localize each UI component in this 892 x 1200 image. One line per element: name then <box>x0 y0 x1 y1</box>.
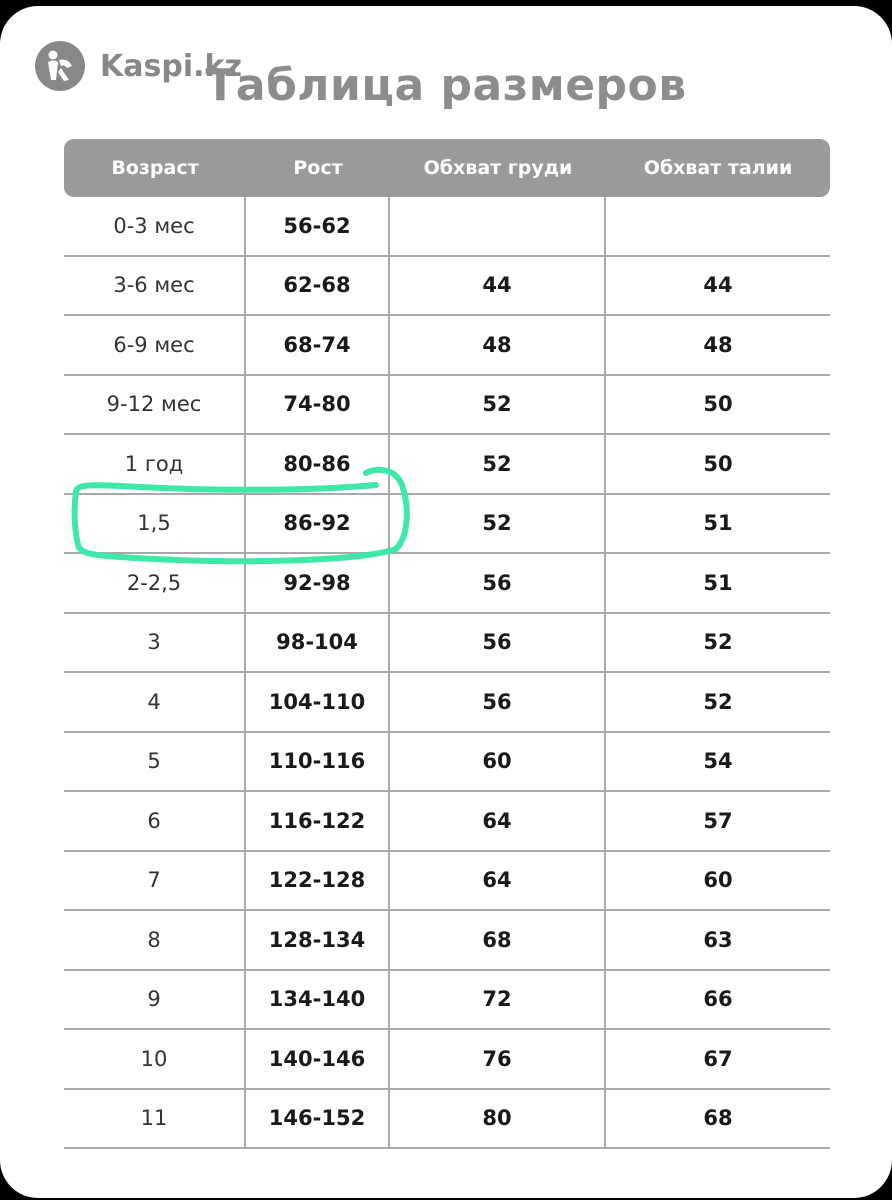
table-row <box>64 257 830 317</box>
cell-height: 140-146 <box>246 1030 390 1088</box>
cell-height: 134-140 <box>246 971 390 1029</box>
cell-chest: 68 <box>390 911 606 969</box>
watermark-text: Kaspi.kz <box>100 48 242 84</box>
cell-waist: 51 <box>703 570 733 595</box>
table-row <box>64 554 830 614</box>
cell-waist: 50 <box>703 451 733 476</box>
cell-age: 0-3 мес <box>64 197 246 255</box>
table-row <box>64 376 830 436</box>
cell-height: 104-110 <box>246 673 390 731</box>
table-row <box>64 673 830 733</box>
cell-chest: 52 <box>390 495 606 553</box>
cell-age: 9 <box>64 971 246 1029</box>
cell-waist: 48 <box>703 332 733 357</box>
table-header <box>64 139 830 197</box>
table-row <box>64 435 830 495</box>
cell-age: 5 <box>64 733 246 791</box>
cell-age: 6 <box>64 792 246 850</box>
cell-waist: 60 <box>703 868 733 893</box>
cell-height: 146-152 <box>246 1090 390 1148</box>
table-row <box>64 495 830 555</box>
cell-chest <box>390 197 606 255</box>
cell-age: 1,5 <box>64 495 246 553</box>
cell-height: 56-62 <box>246 197 390 255</box>
table-body <box>64 197 830 1149</box>
table-row <box>64 197 830 257</box>
cell-height: 68-74 <box>246 316 390 374</box>
cell-waist: 66 <box>703 987 733 1012</box>
cell-waist: 52 <box>703 630 733 655</box>
cell-waist: 68 <box>703 1106 733 1131</box>
header-waist: Обхват талии <box>643 157 793 179</box>
cell-age: 3-6 мес <box>64 257 246 315</box>
cell-height: 128-134 <box>246 911 390 969</box>
cell-waist: 52 <box>703 689 733 714</box>
cell-chest: 52 <box>390 376 606 434</box>
cell-waist <box>606 197 830 255</box>
cell-age: 7 <box>64 852 246 910</box>
cell-age: 11 <box>64 1090 246 1148</box>
cell-chest: 60 <box>390 733 606 791</box>
cell-height: 116-122 <box>246 792 390 850</box>
cell-chest: 44 <box>390 257 606 315</box>
cell-chest: 56 <box>390 673 606 731</box>
cell-age: 3 <box>64 614 246 672</box>
table-row <box>64 316 830 376</box>
table-row <box>64 971 830 1031</box>
table-row <box>64 1030 830 1090</box>
cell-age: 6-9 мес <box>64 316 246 374</box>
size-table <box>64 139 830 1149</box>
cell-age: 1 год <box>64 435 246 493</box>
header-chest: Обхват груди <box>423 157 573 179</box>
table-row <box>64 733 830 793</box>
cell-height: 122-128 <box>246 852 390 910</box>
cell-chest: 56 <box>390 554 606 612</box>
cell-age: 9-12 мес <box>64 376 246 434</box>
cell-waist: 44 <box>703 273 733 298</box>
cell-waist: 54 <box>703 749 733 774</box>
cell-chest: 64 <box>390 792 606 850</box>
cell-height: 62-68 <box>246 257 390 315</box>
size-chart-card <box>0 6 892 1198</box>
table-row <box>64 911 830 971</box>
header-height: Рост <box>293 157 343 179</box>
cell-chest: 56 <box>390 614 606 672</box>
cell-chest: 76 <box>390 1030 606 1088</box>
table-row <box>64 614 830 674</box>
table-row <box>64 852 830 912</box>
table-row <box>64 1090 830 1150</box>
cell-chest: 72 <box>390 971 606 1029</box>
cell-age: 2-2,5 <box>64 554 246 612</box>
cell-height: 110-116 <box>246 733 390 791</box>
cell-age: 8 <box>64 911 246 969</box>
cell-age: 4 <box>64 673 246 731</box>
table-row <box>64 792 830 852</box>
cell-height: 92-98 <box>246 554 390 612</box>
cell-waist: 63 <box>703 927 733 952</box>
cell-chest: 80 <box>390 1090 606 1148</box>
cell-waist: 50 <box>703 392 733 417</box>
cell-waist: 51 <box>703 511 733 536</box>
cell-waist: 67 <box>703 1046 733 1071</box>
cell-chest: 52 <box>390 435 606 493</box>
header-age: Возраст <box>111 157 199 179</box>
cell-waist: 57 <box>703 808 733 833</box>
cell-height: 74-80 <box>246 376 390 434</box>
cell-age: 10 <box>64 1030 246 1088</box>
cell-height: 80-86 <box>246 435 390 493</box>
cell-height: 86-92 <box>246 495 390 553</box>
cell-chest: 48 <box>390 316 606 374</box>
cell-chest: 64 <box>390 852 606 910</box>
page-title: Таблица размеров <box>205 60 687 111</box>
cell-height: 98-104 <box>246 614 390 672</box>
